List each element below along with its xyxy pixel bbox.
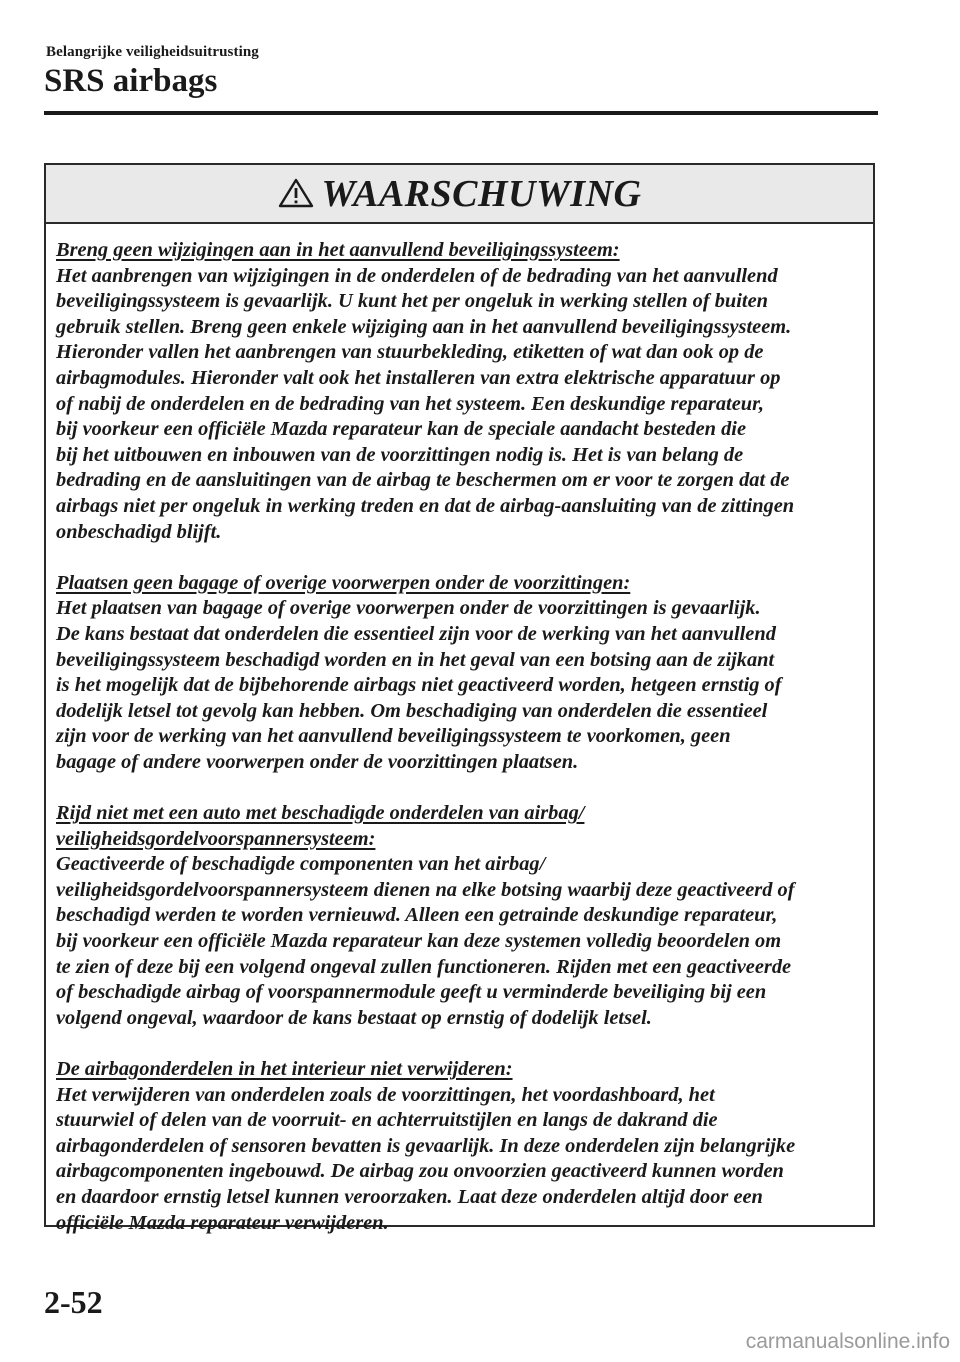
warning-text-line: De kans bestaat dat onderdelen die essentieel zijn voor de werking van het aanvullend: [56, 622, 776, 645]
warning-text-line: airbagcomponenten ingebouwd. De airbag zou onvoorzien geactiveerd kunnen worden: [56, 1160, 784, 1183]
warning-text-line: volgend ongeval, waardoor de kans bestaat op ernstig of dodelijk letsel.: [56, 1006, 652, 1029]
warning-text-line: bedrading en de aansluitingen van de airbag te beschermen om er voor te zorgen dat de: [56, 469, 790, 492]
warning-text-line: airbagonderdelen of sensoren bevatten is gevaarlijk. In deze onderdelen zijn belangrijke: [56, 1134, 796, 1157]
warning-text-line: airbags niet per ongeluk in werking treden en dat de airbag-aansluiting van de zittingen: [56, 494, 795, 517]
page-number: 2-52: [44, 1284, 103, 1320]
warning-text-line: of nabij de onderdelen en de bedrading van het systeem. Een deskundige reparateur,: [56, 392, 764, 415]
warning-title: WAARSCHUWING: [321, 172, 642, 215]
warning-text-line: beveiligingssysteem is gevaarlijk. U kunt het per ongeluk in werking stellen of buiten: [56, 290, 768, 313]
warning-text-line: stuurwiel of delen van de voorruit- en achterruitstijlen en langs de dakrand die: [56, 1109, 718, 1132]
section-label: Belangrijke veiligheidsuitrusting: [46, 44, 259, 60]
warning-text-line: bij voorkeur een officiële Mazda reparateur kan de speciale aandacht besteden die: [56, 418, 746, 441]
warning-text-line: bij voorkeur een officiële Mazda reparateur kan deze systemen volledig beoordelen om: [56, 930, 782, 953]
warning-text-line: gebruik stellen. Breng geen enkele wijziging aan in het aanvullend beveiligingssysteem.: [56, 315, 792, 338]
warning-text-line: en daardoor ernstig letsel kunnen veroorzaken. Laat deze onderdelen altijd door een: [56, 1185, 763, 1208]
warning-text-line: Het verwijderen van onderdelen zoals de voorzittingen, het voordashboard, het: [56, 1083, 715, 1106]
warning-text-line: is het mogelijk dat de bijbehorende airbags niet geactiveerd worden, hetgeen ernstig of: [56, 674, 782, 697]
title-divider: [44, 111, 878, 115]
warning-box: [44, 163, 875, 1234]
warning-text-line: Geactiveerde of beschadigde componenten van het airbag/: [56, 853, 546, 876]
warning-text-line: bagage of andere voorwerpen onder de voorzittingen plaatsen.: [56, 750, 579, 773]
page-title: SRS airbags: [44, 63, 218, 99]
warning-text-line: bij het uitbouwen en inbouwen van de voorzittingen nodig is. Het is van belang de: [56, 443, 744, 466]
warning-triangle-icon: [278, 178, 314, 208]
warning-block-heading: De airbagonderdelen in het interieur niet verwijderen:: [56, 1058, 513, 1080]
warning-block: [56, 1057, 863, 1236]
warning-block-heading: Plaatsen geen bagage of overige voorwerpen onder de voorzittingen:: [56, 571, 631, 594]
warning-text-line: beveiligingssysteem beschadigd worden en in het geval van een botsing aan de zijkant: [56, 648, 775, 671]
warning-text-line: Het plaatsen van bagage of overige voorwerpen onder de voorzittingen is gevaarlijk.: [56, 597, 761, 620]
warning-body: [46, 224, 873, 1236]
warning-block-heading: Rijd niet met een auto met beschadigde onderdelen van airbag/: [56, 802, 585, 825]
warning-block: [56, 571, 863, 776]
warning-text-line: beschadigd werden te worden vernieuwd. Alleen een getrainde deskundige reparateur,: [56, 904, 778, 927]
warning-text-line: onbeschadigd blijft.: [56, 520, 222, 543]
warning-text-line: te zien of deze bij een volgend ongeval zullen functioneren. Rijden met een geactiveerde: [56, 955, 792, 978]
warning-text-line: dodelijk letsel tot gevolg kan hebben. Om beschadiging van onderdelen die essentieel: [56, 699, 768, 722]
warning-text-line: Hieronder vallen het aanbrengen van stuurbekleding, etiketten of wat dan ook op de: [56, 341, 764, 364]
warning-text-line: airbagmodules. Hieronder valt ook het installeren van extra elektrische apparatuur op: [56, 366, 781, 389]
warning-text-line: veiligheidsgordelvoorspannersysteem dienen na elke botsing waarbij deze geactiveerd of: [56, 878, 795, 901]
warning-text-line: zijn voor de werking van het aanvullend beveiligingssysteem te voorkomen, geen: [56, 725, 731, 748]
warning-text-line: Het aanbrengen van wijzigingen in de onderdelen of de bedrading van het aanvullend: [56, 264, 778, 287]
warning-block: [56, 801, 863, 1031]
warning-block: [56, 238, 863, 545]
warning-text-line: of beschadigde airbag of voorspannermodule geeft u verminderde beveiliging bij een: [56, 981, 767, 1004]
watermark: carmanualsonline.info: [745, 1330, 950, 1353]
warning-block-heading: Breng geen wijzigingen aan in het aanvullend beveiligingssysteem:: [56, 239, 620, 261]
warning-text-line: officiële Mazda reparateur verwijderen.: [56, 1211, 389, 1234]
warning-header: [46, 165, 873, 224]
warning-block-heading: veiligheidsgordelvoorspannersysteem:: [56, 827, 376, 850]
